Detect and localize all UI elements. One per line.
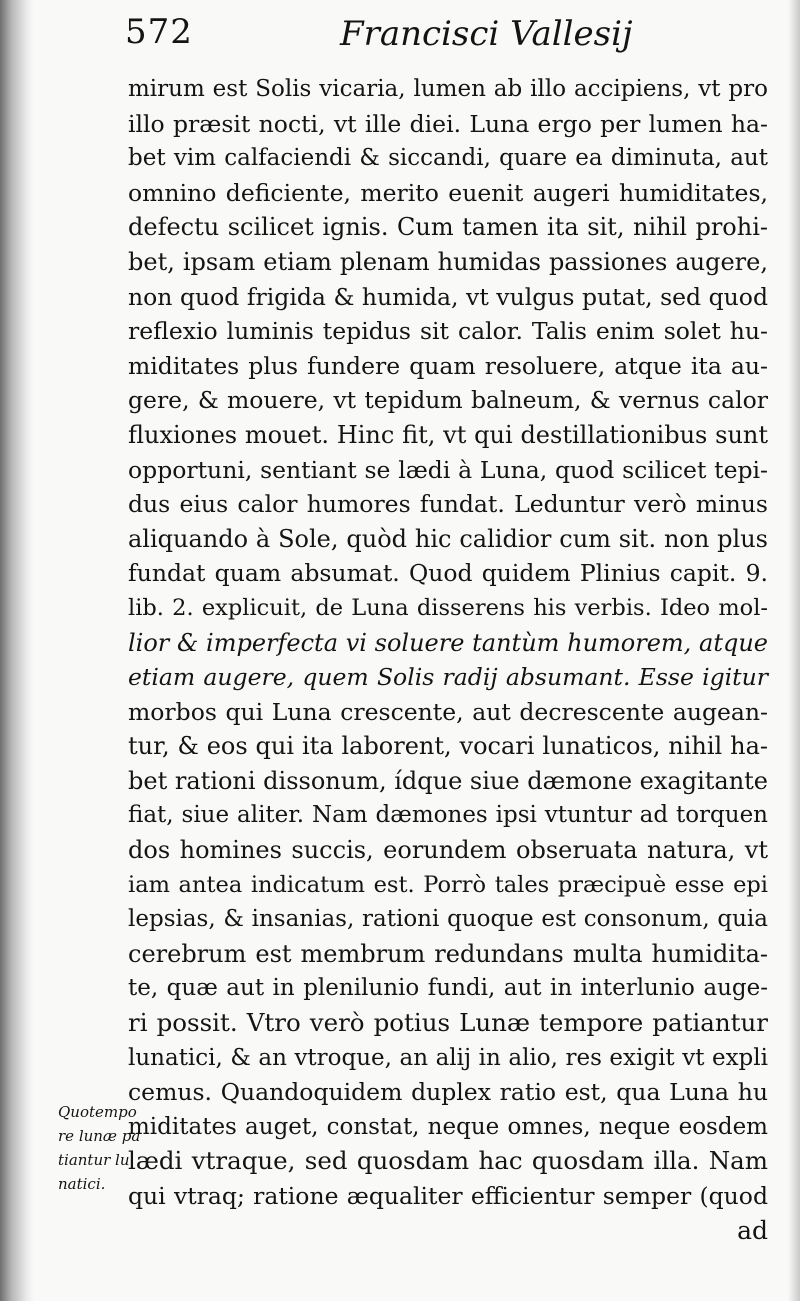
running-head: Francisci Vallesij [340,14,633,54]
text-line: gere, & mouere, vt tepidum balneum, & vernus calor [128,386,768,415]
text-line: fiat, siue aliter. Nam dæmones ipsi vtuntur ad torquen [128,802,768,829]
text-line: cerebrum est membrum redundans multa humidita- [128,939,768,968]
italic-quote-line: etiam augere, quem Solis radij absumant. Esse igitur [128,663,768,692]
text-line: non quod frigida & humida, vt vulgus putat, sed quod [128,282,768,311]
page-number: 572 [125,12,193,52]
text-line: lædi vtraque, sed quosdam hac quosdam illa. Nam [128,1146,768,1176]
text-line: defectu scilicet ignis. Cum tamen ita sit, nihil prohi- [128,213,768,242]
text-line: morbos qui Luna crescente, aut decrescente augean- [128,697,768,726]
text-line: bet vim calfaciendi & siccandi, quare ea diminuta, aut [128,145,768,172]
text-line: reflexio luminis tepidus sit calor. Talis enim solet hu- [128,317,768,346]
text-line: miditates auget, constat, neque omnes, neque eosdem [128,1113,768,1140]
text-line: aliquando à Sole, quòd hic calidior cum sit. non plus [128,524,768,553]
text-line: omnino deficiente, merito euenit augeri humiditates, [128,178,768,207]
text-line: miditates plus fundere quam resoluere, atque ita au- [128,351,768,380]
text-line: ri possit. Vtro verò potius Lunæ tempore patiantur [128,1008,768,1038]
text-line: dos homines succis, eorundem obseruata natura, vt [128,836,768,865]
text-line: bet, ipsam etiam plenam humidas passiones augere, [128,247,768,276]
marginal-note-line: Quotempo [58,1103,137,1121]
text-line: qui vtraq; ratione æqualiter efficientur semper (quod [128,1182,768,1210]
marginal-note-line: re lunæ pa [58,1127,141,1145]
text-line: cemus. Quandoquidem duplex ratio est, qua Luna hu [128,1078,768,1107]
catchword: ad [737,1215,768,1245]
page-header [125,12,633,62]
text-line: opportuni, sentiant se lædi à Luna, quod scilicet tepi- [128,455,768,484]
text-line: lunatici, & an vtroque, an alij in alio, res exigit vt expli [128,1044,768,1071]
text-line: bet rationi dissonum, ídque siue dæmone exagitante [128,766,768,795]
text-line: lib. 2. explicuit, de Luna disserens his verbis. Ideo mol- [128,594,768,621]
text-line: dus eius calor humores fundat. Leduntur verò minus [128,490,768,519]
text-line: lepsias, & insanias, rationi quoque est consonum, quia [128,906,768,933]
text-line: fluxiones mouet. Hinc fit, vt qui destillationibus sunt [128,420,768,449]
text-line: mirum est Solis vicaria, lumen ab illo accipiens, vt pro [128,76,768,102]
marginal-note [58,1100,154,1196]
body-text [128,72,768,1248]
marginal-note-line: tiantur lu [58,1151,130,1169]
text-line: tur, & eos qui ita laborent, vocari lunaticos, nihil ha- [128,732,768,761]
page-edge-shadow [788,0,800,1301]
binding-shadow [0,0,34,1301]
text-line: te, quæ aut in plenilunio fundi, aut in interlunio auge- [128,975,768,1002]
text-line: iam antea indicatum est. Porrò tales præcipuè esse epi [128,871,768,898]
italic-quote-line: lior & imperfecta vi soluere tantùm humorem, atque [128,628,768,657]
text-line: illo præsit nocti, vt ille diei. Luna ergo per lumen ha- [128,109,768,138]
marginal-note-line: natici. [58,1175,106,1193]
text-line: fundat quam absumat. Quod quidem Plinius capit. 9. [128,559,768,588]
